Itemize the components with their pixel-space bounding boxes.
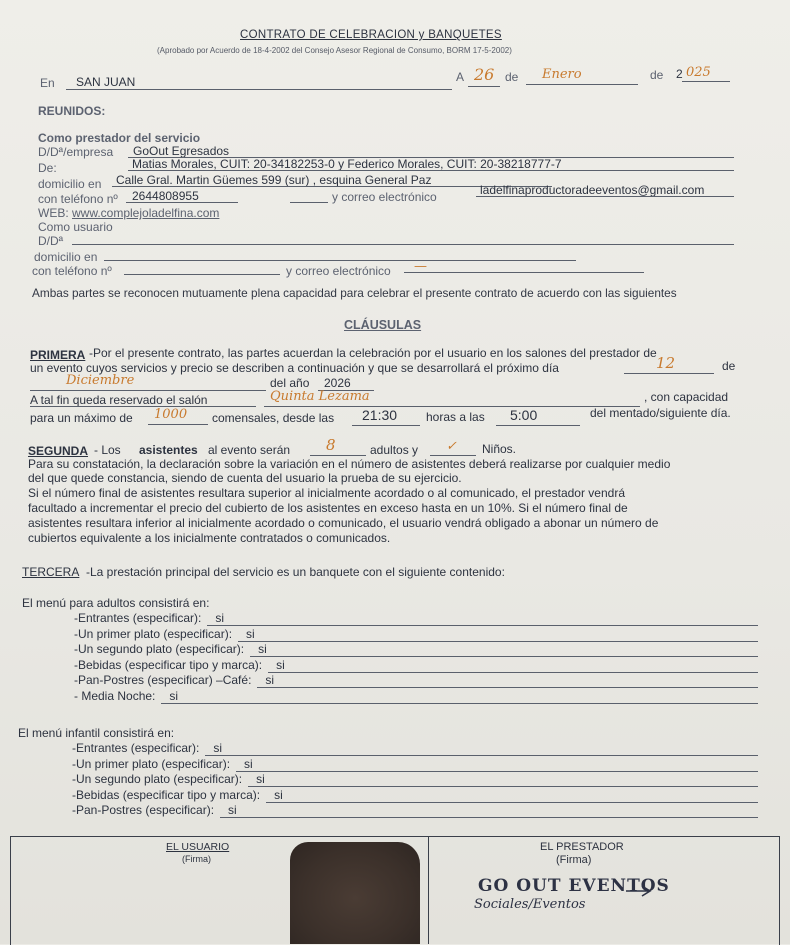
domicilio-value: Calle Gral. Martin Güemes 599 (sur) , esquina General Paz (116, 173, 432, 187)
de-label: de (505, 70, 519, 84)
occluding-thumb (290, 842, 420, 944)
menu-item-underline (161, 703, 758, 704)
signature-divider (428, 836, 429, 944)
primera-line4: A tal fin queda reservado el salón (30, 393, 208, 407)
clausulas-heading: CLÁUSULAS (344, 318, 422, 332)
tel-underline (126, 202, 238, 203)
menu-item-label: -Entrantes (especificar): (74, 611, 202, 625)
segunda-intro: - Los (94, 443, 121, 457)
menu-item-underline (220, 817, 758, 818)
menu-item-value: si (246, 626, 255, 641)
usuario-dd-underline (72, 244, 734, 245)
hasta-value: 5:00 (510, 407, 538, 423)
de2-label: de (650, 68, 664, 82)
tel-underline-2 (290, 202, 328, 203)
menu-item-underline (250, 656, 758, 657)
menu-item-label: -Un primer plato (especificar): (72, 756, 231, 771)
usuario-correo-value: — (414, 259, 427, 274)
menu-item-label: -Un primer plato (especificar): (74, 626, 233, 641)
segunda-asistentes: asistentes (139, 443, 198, 457)
menu-item-value: si (276, 657, 285, 672)
menu-item-underline (236, 771, 758, 772)
primera-horas: horas a las (426, 410, 485, 424)
year-value: 025 (686, 65, 711, 80)
stamp-line1: GO OUT EVENTOS (478, 876, 670, 896)
menu-adultos-heading: El menú para adultos consistirá en: (22, 596, 210, 610)
de-underline (128, 170, 734, 171)
menu-item-label: -Un segundo plato (especificar): (74, 642, 245, 656)
menu-infantil-heading: El menú infantil consistirá en: (18, 726, 175, 740)
adultos-value: 8 (326, 436, 336, 454)
adultos-underline (310, 455, 366, 456)
tel-label: con teléfono nº (38, 192, 118, 206)
menu-item-label: -Entrantes (especificar): (72, 741, 200, 755)
day-underline (468, 86, 500, 87)
menu-item-underline (266, 802, 758, 803)
menu-item-underline (205, 755, 758, 756)
desde-value: 21:30 (362, 407, 398, 423)
usuario-correo-label: y correo electrónico (286, 264, 391, 278)
menu-item-underline (248, 786, 758, 787)
menu-item-value: si (213, 741, 223, 755)
stamp-line2: Sociales/Eventos (474, 897, 586, 912)
ninos-value: ✓ (446, 439, 457, 454)
menu-item-label: -Pan-Postres (especificar) –Café: (74, 673, 252, 687)
usuario-firma-label: (Firma) (182, 854, 211, 864)
menu-item-label: -Bebidas (especificar tipo y marca): (72, 787, 261, 802)
usuario-heading: Como usuario (38, 220, 113, 234)
salon-value: Quinta Lezama (270, 389, 370, 404)
usuario-domicilio-label: domicilio en (34, 250, 98, 264)
primera-de: de (722, 359, 736, 373)
tercera-text: -La prestación principal del servicio es un banquete con el siguiente contenido: (86, 565, 505, 579)
salon-underline-a (30, 406, 256, 407)
ninos-underline (430, 455, 476, 456)
tercera-label: TERCERA (22, 565, 80, 579)
segunda-adultos: adultos y (370, 443, 419, 457)
day-value: 26 (474, 65, 495, 84)
empresa-value: GoOut Egresados (133, 144, 230, 158)
menu-item-label: -Pan-Postres (especificar): (72, 803, 215, 817)
tel-value: 2644808955 (132, 189, 199, 203)
menu-item-value: si (265, 673, 275, 687)
hasta-underline (496, 425, 580, 426)
primera-del-ano: del año (270, 376, 310, 390)
segunda-p6: cubiertos equivalente a los inicialmente contratados o comunicados. (28, 531, 391, 545)
menu-item-label: - Media Noche: (74, 688, 156, 703)
primera-capacidad: , con capacidad (644, 390, 729, 404)
usuario-domicilio-underline (104, 260, 576, 261)
salon-underline-b (264, 406, 640, 407)
usuario-signature-label: EL USUARIO (166, 841, 230, 853)
segunda-p5: asistentes resultara inferior al inicialmente acordado o comunicado, el usuario vendrá obligado a abonar un número de (28, 516, 659, 530)
a-label: A (456, 70, 465, 84)
city-underline (66, 89, 452, 90)
max-comensales-value: 1000 (154, 407, 188, 422)
segunda-p2: del que quede constancia, siendo de cuenta del usuario la prueba de su ejercicio. (28, 471, 462, 485)
prestador-heading: Como prestador del servicio (38, 131, 201, 145)
segunda-p4: facultado a incrementar el precio del cubierto de los asistentes en exceso hasta en un 10%. Si el número final de (28, 501, 628, 515)
domicilio-label: domicilio en (38, 177, 102, 191)
empresa-label: D/Dª/empresa (38, 145, 114, 159)
segunda-p3: Si el número final de asistentes resultara superior al inicialmente acordado o al comunicado, el prestador vendrá (28, 486, 625, 500)
segunda-label: SEGUNDA (28, 444, 89, 458)
usuario-tel-underline (124, 274, 280, 275)
month-value: Enero (542, 67, 582, 82)
menu-item-label: -Un segundo plato (especificar): (72, 772, 243, 786)
web-value: www.complejoladelfina.com (72, 206, 220, 220)
web-label: WEB: (38, 206, 69, 220)
document-title: CONTRATO DE CELEBRACION y BANQUETES (240, 29, 502, 41)
max-underline (148, 424, 208, 425)
de-value: Matias Morales, CUIT: 20-34182253-0 y Federico Morales, CUIT: 20-38218777-7 (132, 157, 562, 171)
primera-line5c: del mentado/siguiente día. (590, 406, 731, 420)
menu-item-value: si (215, 611, 225, 625)
correo-value: ladelfinaproductoradeeventos@gmail.com (480, 183, 705, 197)
event-month-underline (30, 390, 266, 391)
event-day-underline (624, 373, 714, 374)
reunidos-heading: REUNIDOS: (38, 104, 106, 118)
primera-line1: -Por el presente contrato, las partes acuerdan la celebración por el usuario en los salones del prestador de (89, 346, 657, 360)
usuario-correo-underline (404, 272, 644, 273)
menu-item-underline (257, 687, 758, 688)
menu-item-value: si (256, 772, 265, 786)
segunda-ninos: Niños. (482, 442, 517, 456)
usuario-tel-label: con teléfono nº (32, 264, 112, 278)
document-subtitle: (Aprobado por Acuerdo de 18-4-2002 del Consejo Asesor Regional de Consumo, BORM 17-5-2002) (157, 46, 512, 55)
event-day-value: 12 (656, 354, 676, 372)
prestador-firma-label: (Firma) (556, 854, 592, 866)
correo-label: y correo electrónico (332, 190, 437, 204)
stamp-arrow-icon (624, 884, 654, 898)
year-prefix: 2 (676, 67, 683, 81)
segunda-al-evento: al evento serán (208, 443, 291, 457)
menu-item-value: si (228, 803, 237, 817)
menu-item-value: si (274, 787, 283, 802)
event-year-value: 2026 (324, 376, 351, 390)
menu-item-value: si (169, 688, 179, 703)
primera-label: PRIMERA (30, 348, 86, 362)
menu-item-underline (238, 641, 758, 642)
menu-item-underline (207, 625, 758, 626)
primera-line5b: comensales, desde las (212, 411, 335, 425)
de-value-label: De: (38, 161, 57, 175)
month-underline (526, 84, 638, 85)
en-label: En (40, 76, 55, 90)
menu-item-label: -Bebidas (especificar tipo y marca): (74, 657, 263, 672)
usuario-dd-label: D/Dª (38, 234, 64, 248)
menu-item-underline (268, 672, 758, 673)
menu-item-value: si (258, 642, 267, 656)
primera-line2: un evento cuyos servicios y precio se describen a continuación y que se desarrollará el próximo día (30, 361, 559, 375)
year-underline (682, 81, 730, 82)
desde-underline (352, 425, 420, 426)
ambas-paragraph: Ambas partes se reconocen mutuamente plena capacidad para celebrar el presente contrato de acuerdo con las siguientes (32, 286, 677, 300)
primera-line5a: para un máximo de (30, 411, 133, 425)
event-month-value: Diciembre (66, 373, 135, 388)
prestador-signature-label: EL PRESTADOR (540, 841, 624, 853)
correo-underline (476, 196, 734, 197)
city-value: SAN JUAN (76, 75, 136, 89)
segunda-p1: Para su constatación, la declaración sobre la variación en el número de asistentes deberá realizarse por cualquier medio (28, 457, 671, 471)
menu-item-value: si (244, 756, 253, 771)
